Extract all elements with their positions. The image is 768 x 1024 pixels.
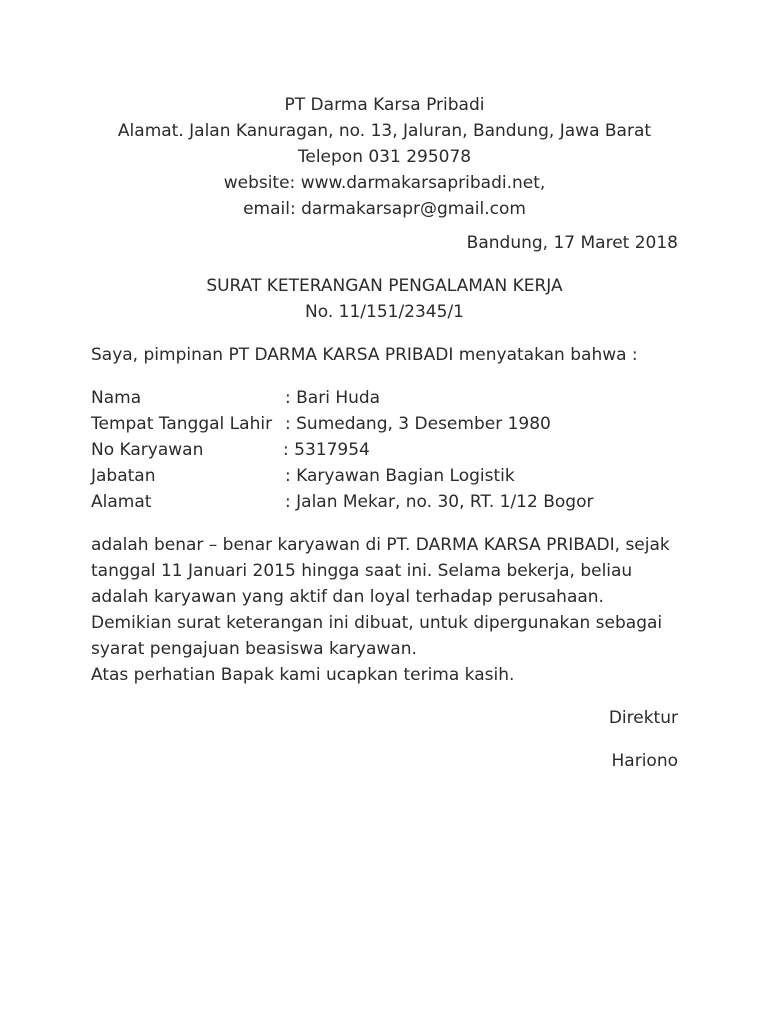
body-line: tanggal 11 Januari 2015 hingga saat ini. Selama bekerja, beliau [91, 561, 633, 581]
body-line: Atas perhatian Bapak kami ucapkan terima kasih. [91, 665, 515, 685]
letter-date: Bandung, 17 Maret 2018 [466, 233, 678, 253]
body-line: adalah benar – benar karyawan di PT. DARMA KARSA PRIBADI, sejak [91, 535, 670, 555]
field-row-jabatan [91, 463, 678, 489]
company-email: email: darmakarsapr@gmail.com [243, 199, 526, 219]
field-row-no-karyawan [91, 437, 678, 463]
field-label: No Karyawan [91, 440, 204, 460]
field-label: Tempat Tanggal Lahir [91, 414, 273, 434]
field-value: : 5317954 [283, 440, 370, 460]
signatory-role: Direktur [608, 708, 678, 728]
company-website: website: www.darmakarsapribadi.net, [223, 173, 546, 193]
field-label: Jabatan [91, 466, 156, 486]
letter-title: SURAT KETERANGAN PENGALAMAN KERJA [206, 276, 563, 296]
letter-body [91, 532, 678, 688]
body-line: adalah karyawan yang aktif dan loyal terhadap perusahaan. [91, 587, 604, 607]
field-label: Nama [91, 388, 142, 408]
field-value: : Sumedang, 3 Desember 1980 [285, 414, 551, 434]
field-value: : Karyawan Bagian Logistik [285, 466, 515, 486]
field-value: : Jalan Mekar, no. 30, RT. 1/12 Bogor [285, 492, 594, 512]
field-row-alamat [91, 489, 678, 515]
field-row-ttl [91, 411, 678, 437]
signatory-name: Hariono [611, 751, 678, 771]
employee-details [91, 385, 678, 515]
letterhead [91, 92, 678, 222]
company-address: Alamat. Jalan Kanuragan, no. 13, Jaluran, Bandung, Jawa Barat [117, 121, 652, 141]
letter-page [91, 92, 678, 774]
field-label: Alamat [91, 492, 152, 512]
company-phone: Telepon 031 295078 [297, 147, 472, 167]
intro-statement: Saya, pimpinan PT DARMA KARSA PRIBADI menyatakan bahwa : [91, 345, 638, 365]
letter-title-block [91, 273, 678, 325]
field-row-nama [91, 385, 678, 411]
body-line: Demikian surat keterangan ini dibuat, untuk dipergunakan sebagai [91, 613, 663, 633]
company-name: PT Darma Karsa Pribadi [284, 95, 485, 115]
body-line: syarat pengajuan beasiswa karyawan. [91, 639, 417, 659]
letter-number: No. 11/151/2345/1 [305, 302, 464, 322]
field-value: : Bari Huda [285, 388, 381, 408]
